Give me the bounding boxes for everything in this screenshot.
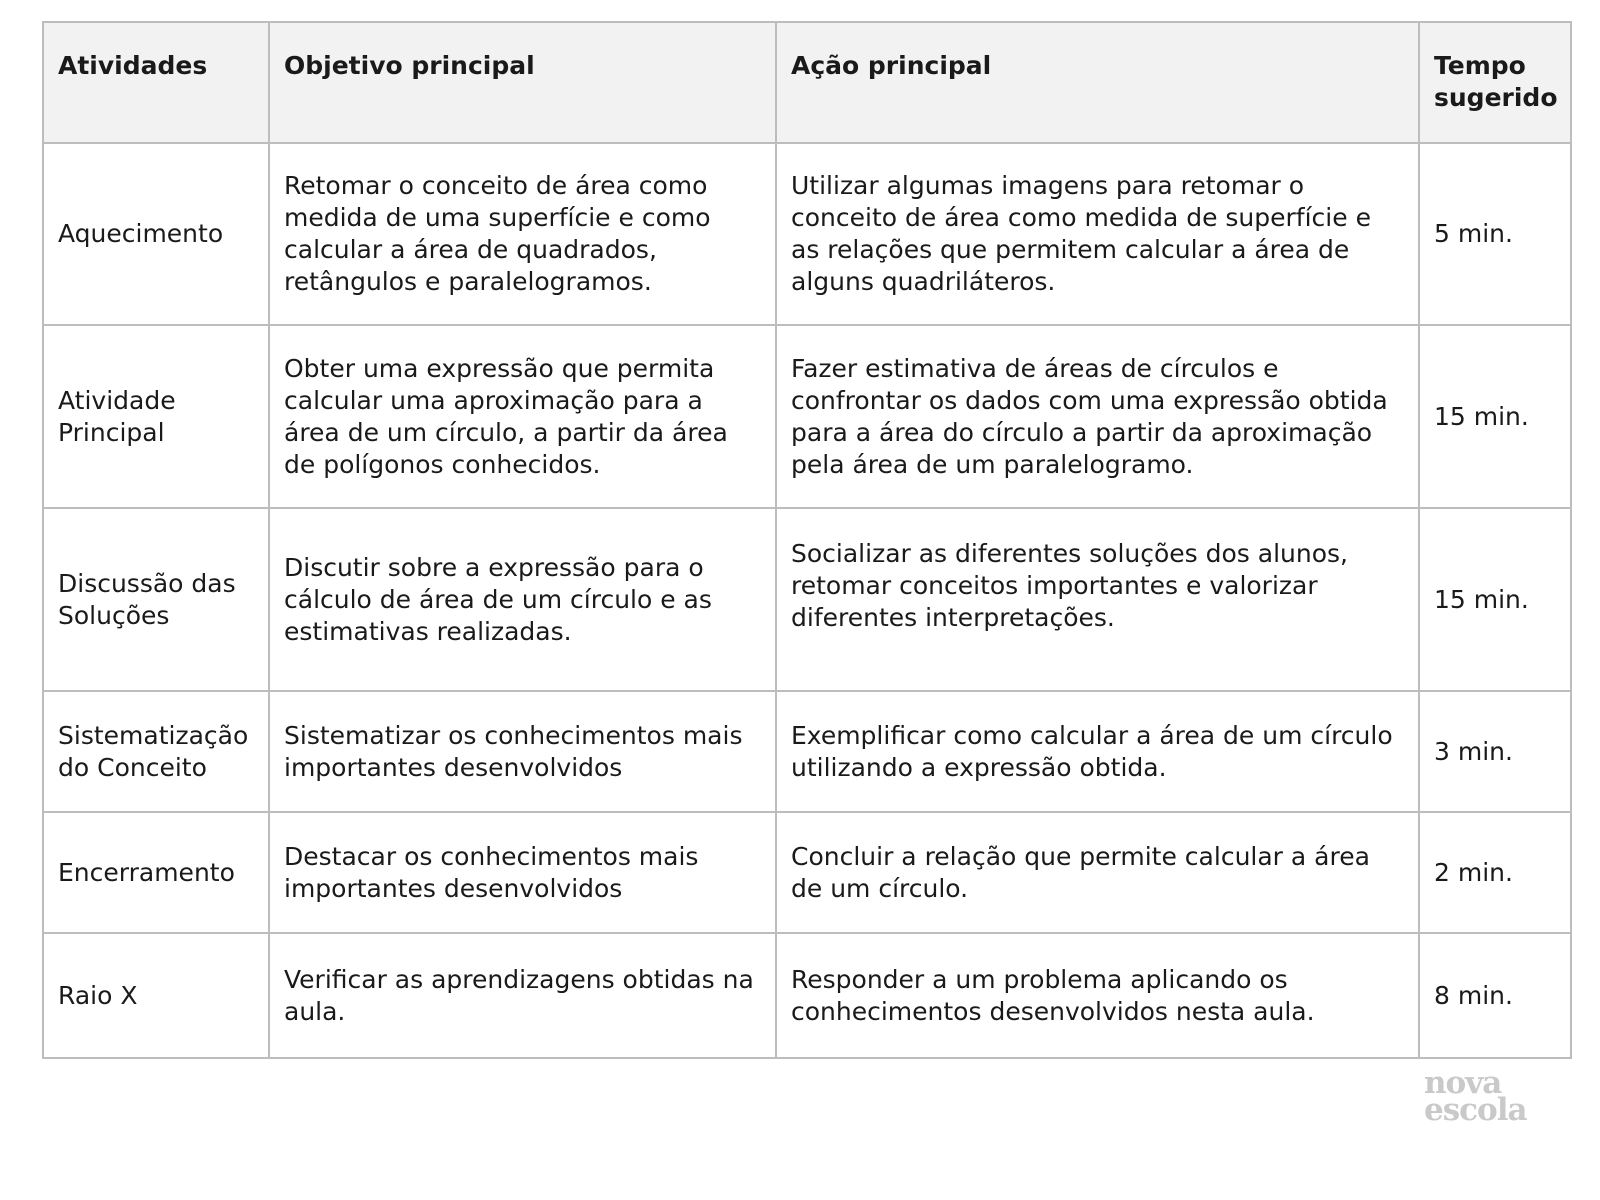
logo-line-nova: nova <box>1424 1065 1502 1101</box>
cell-acao: Fazer estimativa de áreas de círculos e confrontar os dados com uma expressão obtida para a área do círculo a partir da aproximação pela área de um paralelogramo. <box>776 325 1419 508</box>
logo-line-escola: escola <box>1424 1092 1527 1128</box>
table-header <box>43 22 1571 143</box>
cell-objetivo: Obter uma expressão que permita calcular uma aproximação para a área de um círculo, a partir da área de polígonos conhecidos. <box>269 325 776 508</box>
cell-objetivo: Retomar o conceito de área como medida de uma superfície e como calcular a área de quadrados, retângulos e paralelogramos. <box>269 143 776 325</box>
cell-objetivo: Destacar os conhecimentos mais importantes desenvolvidos <box>269 812 776 933</box>
table-row <box>43 691 1571 812</box>
cell-tempo: 15 min. <box>1419 508 1571 691</box>
header-atividades: Atividades <box>43 22 269 143</box>
cell-tempo: 5 min. <box>1419 143 1571 325</box>
cell-acao: Exemplificar como calcular a área de um círculo utilizando a expressão obtida. <box>776 691 1419 812</box>
header-row <box>43 22 1571 143</box>
cell-atividade: Atividade Principal <box>43 325 269 508</box>
table-row <box>43 508 1571 691</box>
cell-atividade: Discussão das Soluções <box>43 508 269 691</box>
nova-escola-logo <box>1424 1065 1544 1128</box>
cell-tempo: 15 min. <box>1419 325 1571 508</box>
table-body <box>43 143 1571 1058</box>
cell-atividade: Sistematização do Conceito <box>43 691 269 812</box>
cell-atividade: Raio X <box>43 933 269 1058</box>
cell-tempo: 2 min. <box>1419 812 1571 933</box>
table-row <box>43 812 1571 933</box>
cell-acao: Concluir a relação que permite calcular a área de um círculo. <box>776 812 1419 933</box>
cell-tempo: 3 min. <box>1419 691 1571 812</box>
cell-objetivo: Sistematizar os conhecimentos mais importantes desenvolvidos <box>269 691 776 812</box>
lesson-plan-table <box>42 21 1572 1059</box>
cell-acao: Responder a um problema aplicando os conhecimentos desenvolvidos nesta aula. <box>776 933 1419 1058</box>
header-tempo: Tempo sugerido <box>1419 22 1571 143</box>
cell-acao: Utilizar algumas imagens para retomar o conceito de área como medida de superfície e as relações que permitem calcular a área de alguns quadriláteros. <box>776 143 1419 325</box>
table-row <box>43 933 1571 1058</box>
header-acao: Ação principal <box>776 22 1419 143</box>
table-row <box>43 325 1571 508</box>
cell-atividade: Encerramento <box>43 812 269 933</box>
cell-atividade: Aquecimento <box>43 143 269 325</box>
cell-acao: Socializar as diferentes soluções dos alunos, retomar conceitos importantes e valorizar diferentes interpretações. <box>776 508 1419 691</box>
cell-objetivo: Discutir sobre a expressão para o cálculo de área de um círculo e as estimativas realizadas. <box>269 508 776 691</box>
cell-objetivo: Verificar as aprendizagens obtidas na aula. <box>269 933 776 1058</box>
header-objetivo: Objetivo principal <box>269 22 776 143</box>
cell-tempo: 8 min. <box>1419 933 1571 1058</box>
table-row <box>43 143 1571 325</box>
